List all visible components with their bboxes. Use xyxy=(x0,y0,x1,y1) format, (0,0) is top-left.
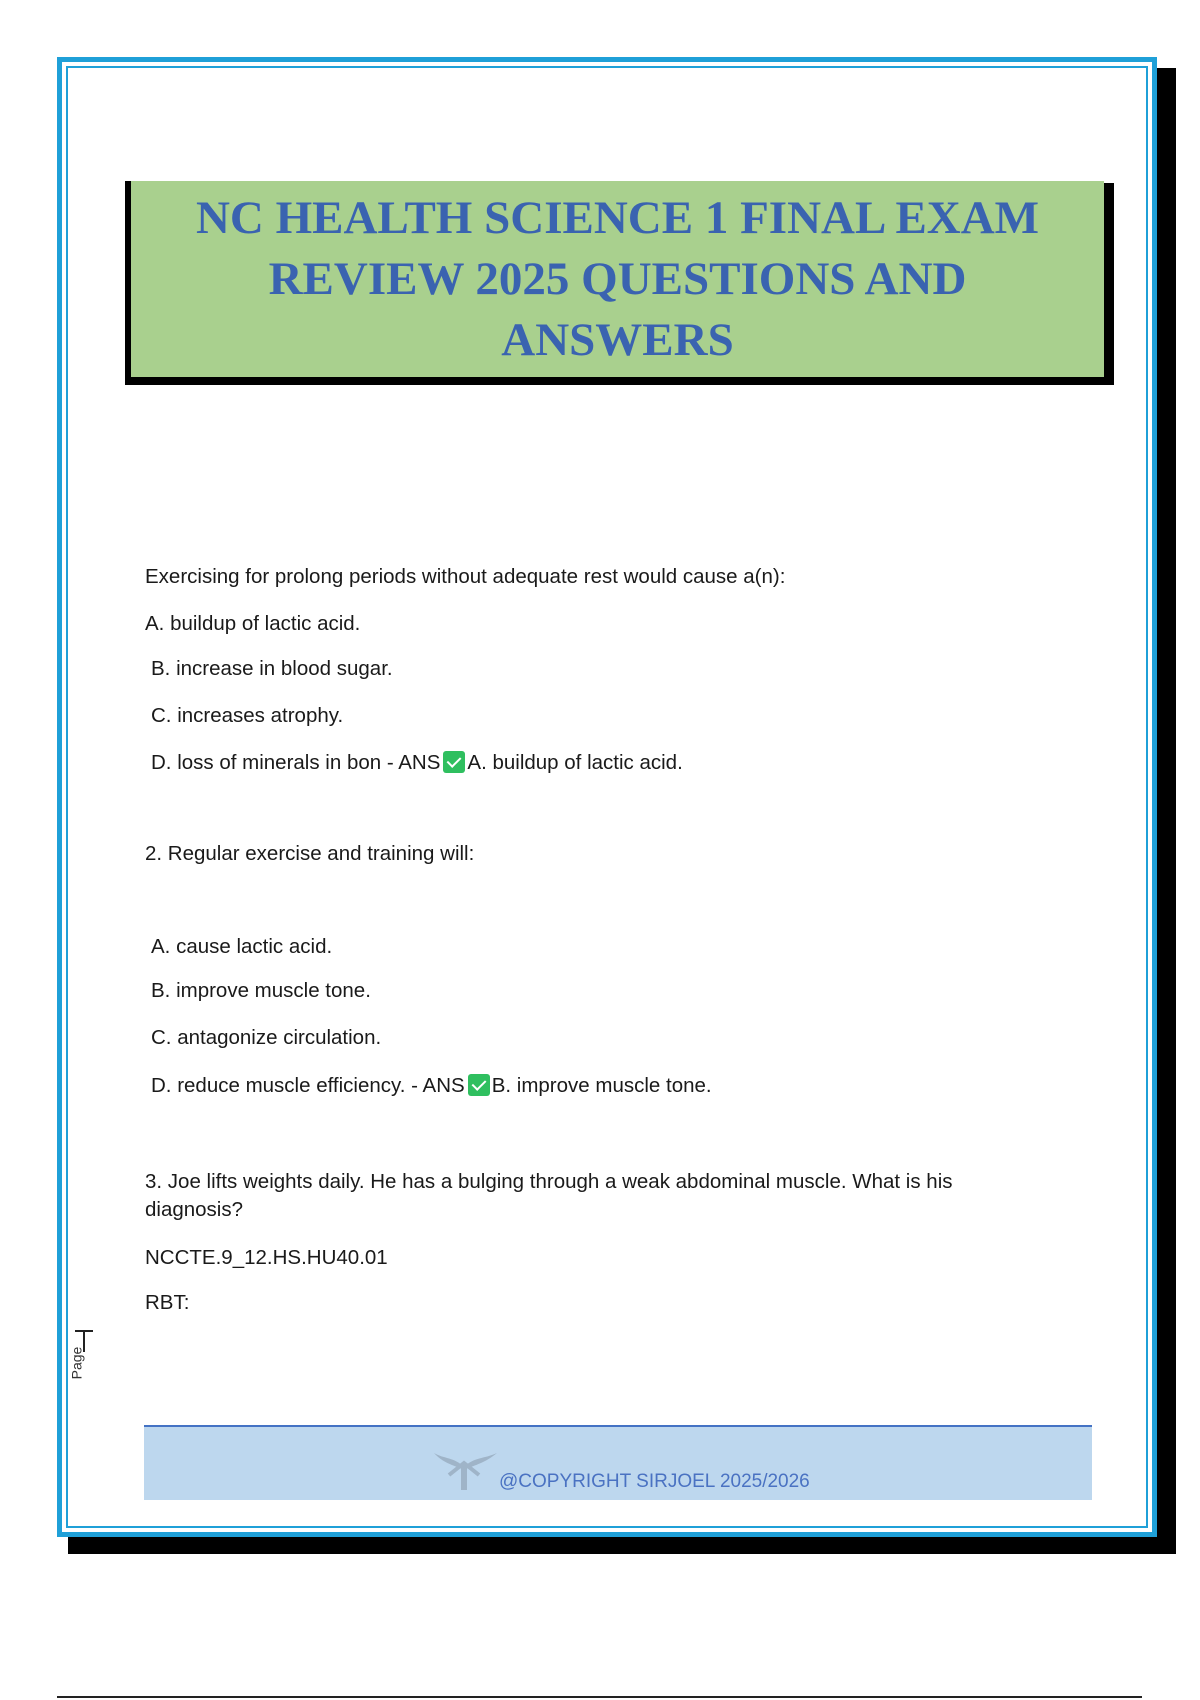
question-2-option-d-line xyxy=(151,1074,712,1098)
question-3-prompt: 3. Joe lifts weights daily. He has a bulging through a weak abdominal muscle. What is his diagnosis? xyxy=(145,1170,953,1221)
question-2-option-a: A. cause lactic acid. xyxy=(151,935,333,958)
check-icon xyxy=(443,751,465,773)
question-2-option-b: B. improve muscle tone. xyxy=(151,979,371,1002)
question-1-option-a: A. buildup of lactic acid. xyxy=(145,612,361,635)
question-2-option-d: D. reduce muscle efficiency. - ANS xyxy=(151,1074,465,1097)
footer-bar xyxy=(144,1425,1092,1500)
tree-logo-icon xyxy=(429,1445,499,1490)
question-3-rbt: RBT: xyxy=(145,1291,190,1314)
question-1-answer: A. buildup of lactic acid. xyxy=(467,751,683,774)
question-2-prompt: 2. Regular exercise and training will: xyxy=(145,842,475,865)
question-1-option-d: D. loss of minerals in bon - ANS xyxy=(151,751,441,774)
bottom-divider xyxy=(57,1696,1142,1698)
check-icon xyxy=(468,1074,490,1096)
question-1-option-c: C. increases atrophy. xyxy=(151,704,344,727)
question-2-option-c: C. antagonize circulation. xyxy=(151,1026,382,1049)
page-label: Page xyxy=(68,1346,85,1380)
question-2-answer: B. improve muscle tone. xyxy=(491,1074,712,1097)
question-3-code: NCCTE.9_12.HS.HU40.01 xyxy=(145,1246,388,1269)
document-title: NC HEALTH SCIENCE 1 FINAL EXAM REVIEW 2025 QUESTIONS AND ANSWERS xyxy=(195,191,1040,366)
question-1-option-b: B. increase in blood sugar. xyxy=(151,657,393,680)
question-1-prompt: Exercising for prolong periods without adequate rest would cause a(n): xyxy=(145,565,786,588)
copyright-text: @COPYRIGHT SIRJOEL 2025/2026 xyxy=(499,1471,810,1492)
page-number-label xyxy=(70,1330,94,1390)
title-banner xyxy=(125,181,1104,377)
question-1-option-d-line xyxy=(151,751,683,775)
